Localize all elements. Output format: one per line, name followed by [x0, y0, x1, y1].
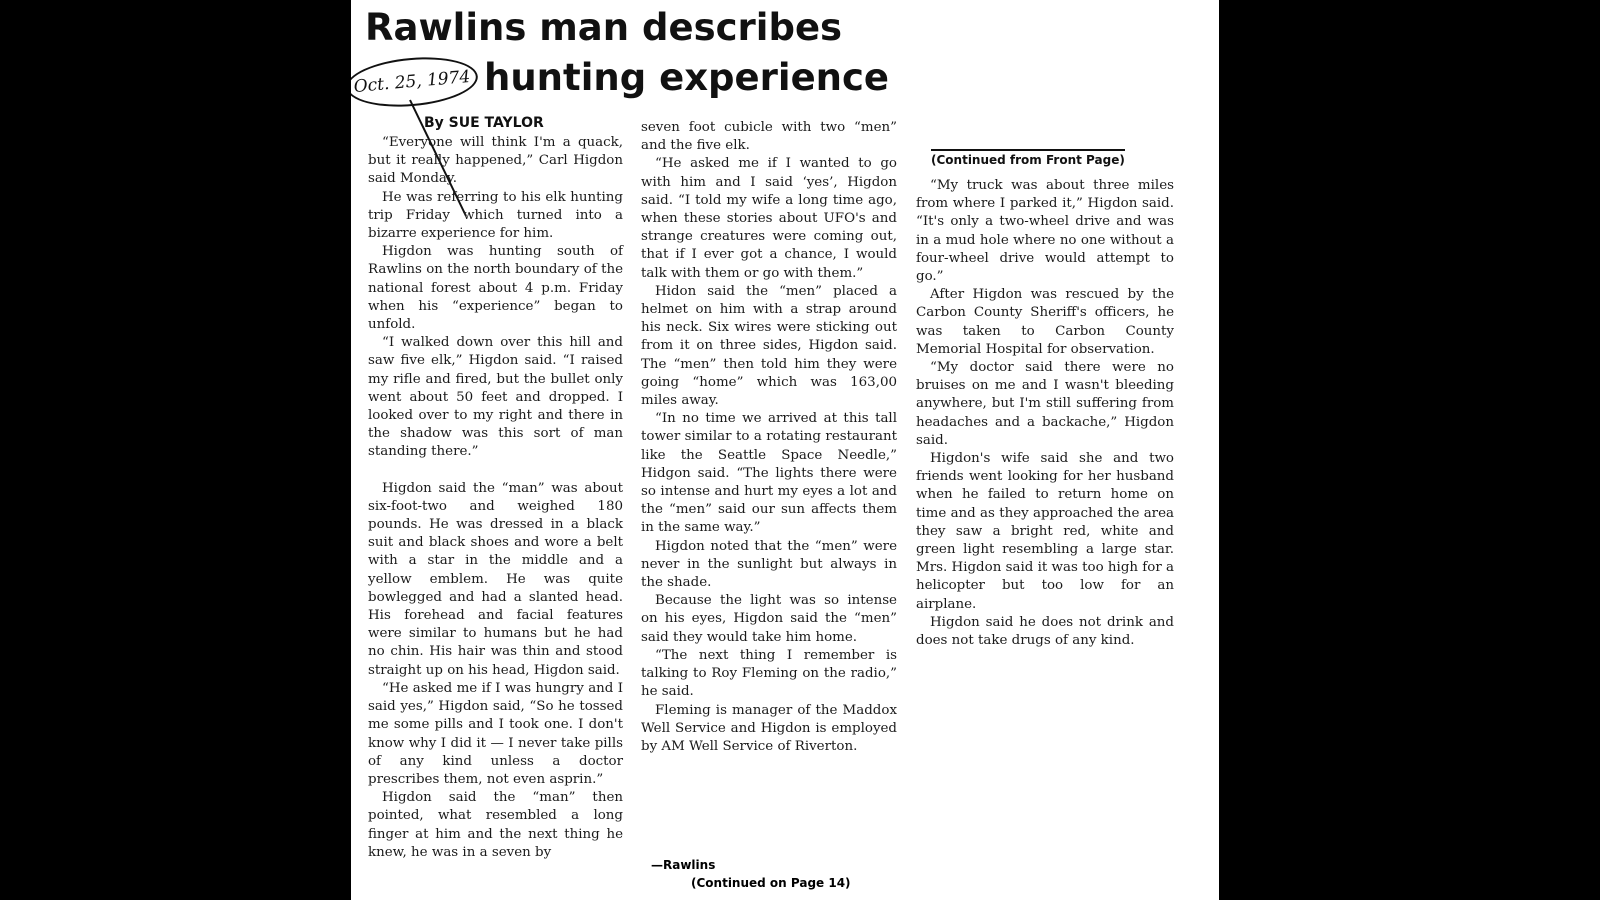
- paragraph: “I walked down over this hill and saw five elk,” Higdon said. “I raised my rifle and fired, but the bullet only went about 50 feet and dropped. I looked over to my right and there in the shadow was this sort of man standing there.”: [368, 335, 623, 460]
- paragraph: seven foot cubicle with two “men” and the five elk.: [641, 120, 897, 154]
- article-column-1: [368, 134, 623, 862]
- paragraph: Higdon noted that the “men” were never in the sunlight but always in the shade.: [641, 538, 897, 591]
- newspaper-clipping: [351, 0, 1219, 900]
- continued-on-notice: (Continued on Page 14): [691, 876, 851, 890]
- headline-line-1: Rawlins man describes: [365, 6, 843, 49]
- paragraph: “He asked me if I wanted to go with him and I said ‘yes’, Higdon said. “I told my wife a long time ago, when these stories about UFO's and strange creatures were coming out, that if I ever got a chance, I would talk with them or go with them.”: [641, 156, 897, 281]
- paragraph: Higdon said he does not drink and does not take drugs of any kind.: [916, 614, 1174, 649]
- paragraph: Higdon said the “man” was about six-foot-two and weighed 180 pounds. He was dressed in a black suit and black shoes and wore a belt with a star in the middle and a yellow emblem. He was quite bowlegged and had a slanted head. His forehead and facial features were similar to humans but he had no chin. His hair was thin and stood straight up on his head, Higdon said.: [368, 480, 623, 678]
- paragraph: “My doctor said there were no bruises on me and I wasn't bleeding anywhere, but I'm still suffering from headaches and a backache,” Higdon said.: [916, 360, 1174, 448]
- continued-from-notice: (Continued from Front Page): [931, 149, 1125, 167]
- article-column-3: [916, 177, 1174, 650]
- dateline: —Rawlins: [651, 858, 716, 872]
- paragraph: After Higdon was rescued by the Carbon County Sheriff's officers, he was taken to Carbon County Memorial Hospital for observation.: [916, 287, 1174, 357]
- paragraph: Because the light was so intense on his eyes, Higdon said the “men” said they would take him home.: [641, 593, 897, 645]
- paragraph: Higdon said the “man” then pointed, what resembled a long finger at him and the next thing he knew, he was in a seven by: [368, 790, 623, 860]
- handwritten-date-annotation: Oct. 25, 1974: [351, 52, 480, 111]
- paragraph: “Everyone will think I'm a quack, but it really happened,” Carl Higdon said Monday.: [368, 135, 623, 187]
- byline: By SUE TAYLOR: [424, 115, 544, 131]
- article-column-2: [641, 119, 897, 756]
- paragraph: Higdon's wife said she and two friends went looking for her husband when he failed to return home on time and as they approached the area they saw a bright red, white and green light resembling a large star. Mrs. Higdon said it was too high for a helicopter but too low for an airplane.: [916, 451, 1174, 612]
- paragraph: Hidon said the “men” placed a helmet on him with a strap around his neck. Six wires were sticking out from it on three sides, Higdon said. The “men” then told him they were going “home” which was 163,00 miles away.: [641, 283, 897, 409]
- headline-line-2: hunting experience: [484, 56, 890, 99]
- paragraph: “In no time we arrived at this tall tower similar to a rotating restaurant like the Seattle Space Needle,” Hidgon said. “The lights there were so intense and hurt my eyes a lot and the “men” said our sun affects them in the same way.”: [641, 411, 897, 536]
- paragraph: “My truck was about three miles from where I parked it,” Higdon said. “It's only a two-wheel drive and was in a mud hole where no one without a four-wheel drive would attempt to go.”: [916, 178, 1174, 285]
- paragraph: “The next thing I remember is talking to Roy Fleming on the radio,” he said.: [641, 647, 897, 700]
- paragraph: Higdon was hunting south of Rawlins on the north boundary of the national forest about 4 p.m. Friday when his “experience” began to unfold.: [368, 244, 623, 333]
- paragraph: He was referring to his elk hunting trip Friday which turned into a bizarre experience for him.: [368, 189, 623, 242]
- paragraph: “He asked me if I was hungry and I said yes,” Higdon said, “So he tossed me some pills and I took one. I don't know why I did it — I never take pills of any kind unless a doctor prescribes them, not even asprin.”: [368, 680, 623, 787]
- paragraph: Fleming is manager of the Maddox Well Service and Higdon is employed by AM Well Service of Riverton.: [641, 702, 897, 754]
